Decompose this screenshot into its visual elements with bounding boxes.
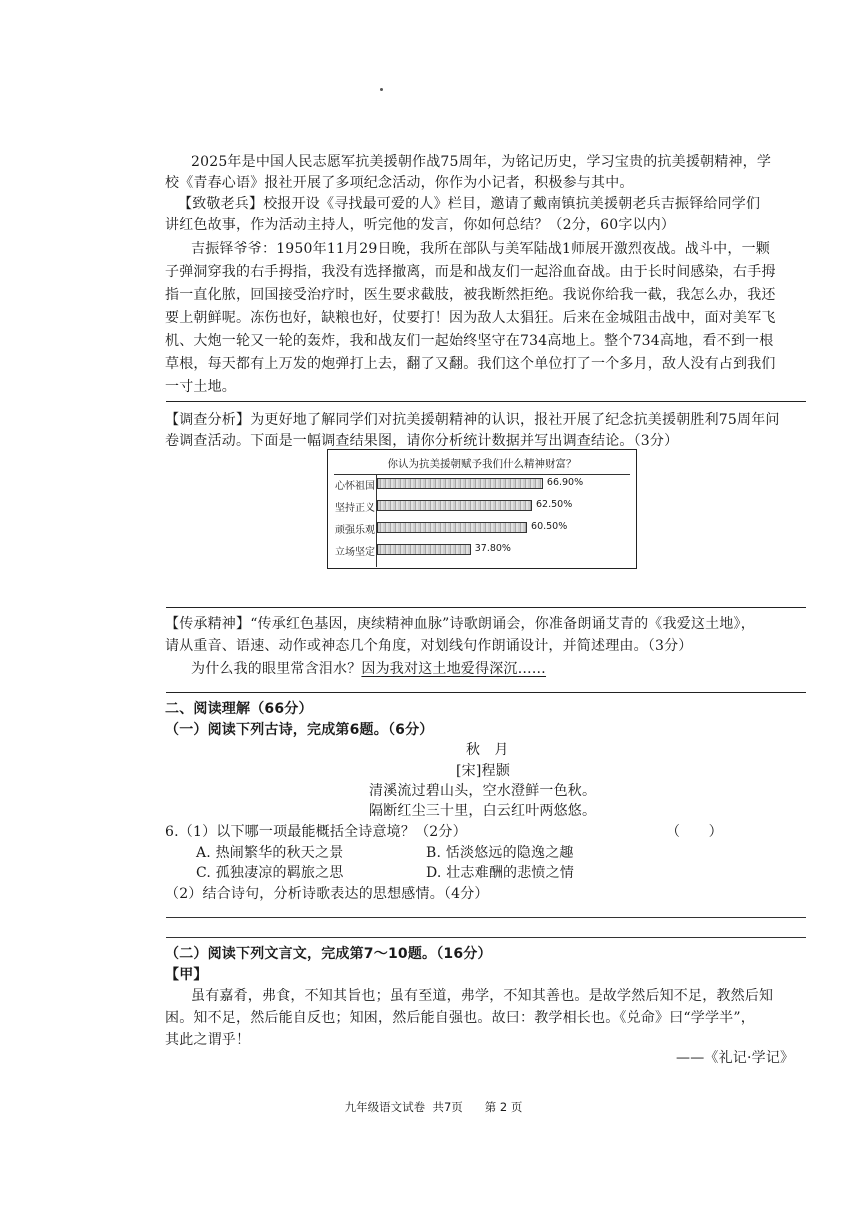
speech-line: 草根，每天都有上万发的炮弹打上去，翻了又翻。我们这个单位打了一个多月，敌人没有占到我们 — [165, 356, 776, 372]
poem-author: [宋]程颢 — [456, 763, 510, 779]
answer-line — [166, 607, 806, 608]
speech-line: 子弹洞穿我的右手拇指，我没有选择撤离，而是和战友们一起浴血奋战。由于长时间感染，右手拇 — [165, 264, 776, 280]
footer-total-pages: 共7页 — [432, 1100, 463, 1114]
jia-label: 【甲】 — [165, 967, 208, 983]
classical-line: 困。知不足，然后能自反也；知困，然后能自强也。故曰：教学相长也。《兑命》曰“学学半”， — [165, 1010, 755, 1026]
option-a: A. 热闹繁华的秋天之景 — [196, 845, 344, 861]
chart-bar — [377, 544, 471, 555]
chart-data-label: 62.50% — [536, 499, 573, 510]
chart-category-label: 立场坚定 — [335, 547, 375, 558]
poem-quote — [191, 659, 546, 679]
veteran-question-line-2: 讲红色故事，作为活动主持人，听完他的发言，你如何总结？（2分，60字以内） — [165, 217, 676, 233]
option-d: D. 壮志难酬的悲愤之情 — [426, 865, 575, 881]
question-6-1: 6.（1）以下哪一项最能概括全诗意境？（2分） — [165, 824, 467, 840]
footer-page-number: 第 2 页 — [484, 1100, 523, 1114]
speech-line: 要上朝鲜呢。冻伤也好，缺粮也好，仗要打！因为敌人太猖狂。后来在金城阻击战中，面对美军飞 — [165, 310, 776, 326]
answer-line — [166, 937, 806, 938]
survey-question-line-2: 卷调查活动。下面是一幅调查结果图，请你分析统计数据并写出调查结论。（3分） — [165, 433, 679, 449]
section-2-heading: 二、阅读理解（66分） — [165, 701, 313, 717]
survey-bar-chart — [327, 449, 637, 569]
chart-data-label: 66.90% — [546, 477, 584, 488]
chart-data-label: 60.50% — [531, 521, 568, 532]
option-c: C. 孤独凄凉的羁旅之思 — [196, 865, 344, 881]
speech-line: 指一直化脓，回国接受治疗时，医生要求截肢，被我断然拒绝。我说你给我一截，我怎么办，我还 — [165, 287, 776, 303]
speech-line: 吉振铎爷爷：1950年11月29日晚，我所在部队与美军陆战1师展开激烈夜战。战斗中，一颗 — [191, 241, 770, 257]
page-footer — [0, 1099, 867, 1115]
poem-quote-plain: 为什么我的眼里常含泪水？ — [191, 661, 362, 677]
chart-title: 你认为抗美援朝赋予我们什么精神财富？ — [387, 458, 577, 470]
part-1-heading: （一）阅读下列古诗，完成第6题。（6分） — [165, 722, 434, 738]
intro-line-1: 2025年是中国人民志愿军抗美援朝作战75周年，为铭记历史，学习宝贵的抗美援朝精神，学 — [191, 154, 772, 170]
answer-line — [166, 917, 806, 918]
footer-paper-name: 九年级语文试卷 — [344, 1100, 426, 1114]
option-b: B. 恬淡悠远的隐逸之趣 — [426, 845, 574, 861]
chart-category-label: 顽强乐观 — [335, 525, 375, 536]
poem-line-1: 清溪流过碧山头，空水澄鲜一色秋。 — [369, 783, 597, 799]
classical-source: ——《礼记·学记》 — [676, 1050, 795, 1066]
chart-bar — [377, 522, 527, 533]
answer-line — [166, 401, 806, 402]
veteran-question-line-1: 【致敬老兵】校报开设《寻找最可爱的人》栏目，邀请了戴南镇抗美援朝老兵吉振铎给同学们 — [178, 196, 761, 212]
poem-title: 秋 月 — [466, 742, 509, 758]
chart-category-label: 坚持正义 — [335, 503, 375, 514]
classical-line: 虽有嘉肴，弗食，不知其旨也；虽有至道，弗学，不知其善也。是故学然后知不足，教然后知 — [191, 988, 774, 1004]
inherit-question-line-1: 【传承精神】“传承红色基因，庚续精神血脉”诗歌朗诵会，你准备朗诵艾青的《我爱这土地》， — [165, 616, 755, 632]
answer-line — [166, 692, 806, 693]
chart-bar — [377, 478, 543, 489]
survey-question-line-1: 【调查分析】为更好地了解同学们对抗美援朝精神的认识，报社开展了纪念抗美援朝胜利75周年问 — [165, 412, 780, 428]
poem-quote-underlined: 因为我对这土地爱得深沉…… — [361, 661, 547, 677]
question-6-2: （2）结合诗句，分析诗歌表达的思想感情。（4分） — [165, 886, 489, 902]
part-2-heading: （二）阅读下列文言文，完成第7～10题。（16分） — [165, 946, 492, 962]
inherit-question-line-2: 请从重音、语速、动作或神态几个角度，对划线句作朗诵设计，并简述理由。（3分） — [165, 638, 693, 654]
speech-line: 机、大炮一轮又一轮的轰炸，我和战友们一起始终坚守在734高地上。整个734高地，看不到一根 — [165, 333, 774, 349]
scan-dot — [380, 88, 383, 91]
answer-paren: （ ） — [666, 824, 723, 840]
poem-line-2: 隔断红尘三十里，白云红叶两悠悠。 — [369, 803, 597, 819]
chart-category-label: 心怀祖国 — [335, 481, 375, 492]
chart-title-divider — [334, 474, 630, 475]
speech-line: 一寸土地。 — [165, 379, 236, 395]
classical-line: 其此之谓乎！ — [165, 1032, 251, 1048]
chart-bar — [377, 500, 532, 511]
chart-data-label: 37.80% — [474, 543, 511, 554]
intro-line-2: 校《青春心语》报社开展了多项纪念活动，你作为小记者，积极参与其中。 — [165, 175, 634, 191]
